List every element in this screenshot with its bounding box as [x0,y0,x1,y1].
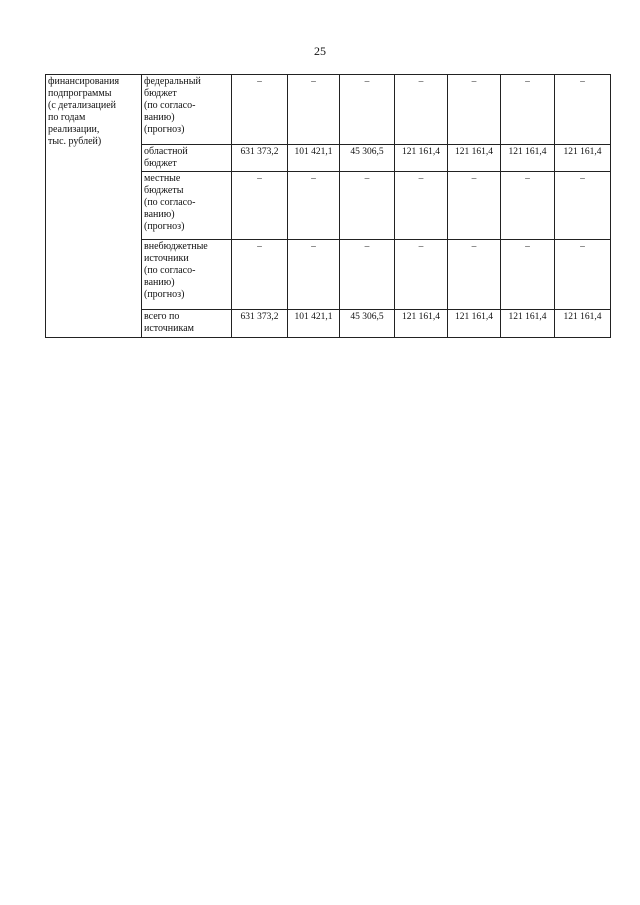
table-cell: – [232,75,288,145]
table-cell: – [555,75,611,145]
table-cell: 121 161,4 [501,145,555,172]
table-cell: – [288,75,340,145]
table-cell: – [340,75,395,145]
table-cell: 121 161,4 [395,145,448,172]
financing-description-cell: финансирования подпрограммы (с детализацией по годам реализации, тыс. рублей) [46,75,142,338]
table-cell: – [448,172,501,240]
table-cell: – [395,172,448,240]
table-cell: 121 161,4 [395,310,448,338]
table-cell: 631 373,2 [232,310,288,338]
table-cell: 101 421,1 [288,310,340,338]
table-cell: 631 373,2 [232,145,288,172]
table-cell: – [288,240,340,310]
table-cell: – [288,172,340,240]
table-cell: 101 421,1 [288,145,340,172]
table-cell: – [340,172,395,240]
row-label: всего по источникам [142,310,232,338]
table-cell: – [501,75,555,145]
table-cell: – [232,172,288,240]
table-cell: – [448,240,501,310]
table-cell: – [555,240,611,310]
row-label: внебюджетные источники (по согласо- ванию) (прогноз) [142,240,232,310]
table-cell: 45 306,5 [340,310,395,338]
table-cell: – [501,172,555,240]
row-label: федеральный бюджет (по согласо- ванию) (прогноз) [142,75,232,145]
table-cell: – [555,172,611,240]
table-cell: – [501,240,555,310]
page-number: 25 [314,44,326,58]
table-cell: 121 161,4 [501,310,555,338]
table-cell: – [395,240,448,310]
table-cell: – [340,240,395,310]
table-cell: – [448,75,501,145]
table-cell: – [232,240,288,310]
financing-table [45,74,611,338]
table-row [46,75,611,145]
row-label: областной бюджет [142,145,232,172]
table-cell: 121 161,4 [448,145,501,172]
table-cell: 45 306,5 [340,145,395,172]
table-cell: 121 161,4 [555,310,611,338]
table-cell: 121 161,4 [448,310,501,338]
row-label: местные бюджеты (по согласо- ванию) (прогноз) [142,172,232,240]
table-cell: 121 161,4 [555,145,611,172]
table-cell: – [395,75,448,145]
